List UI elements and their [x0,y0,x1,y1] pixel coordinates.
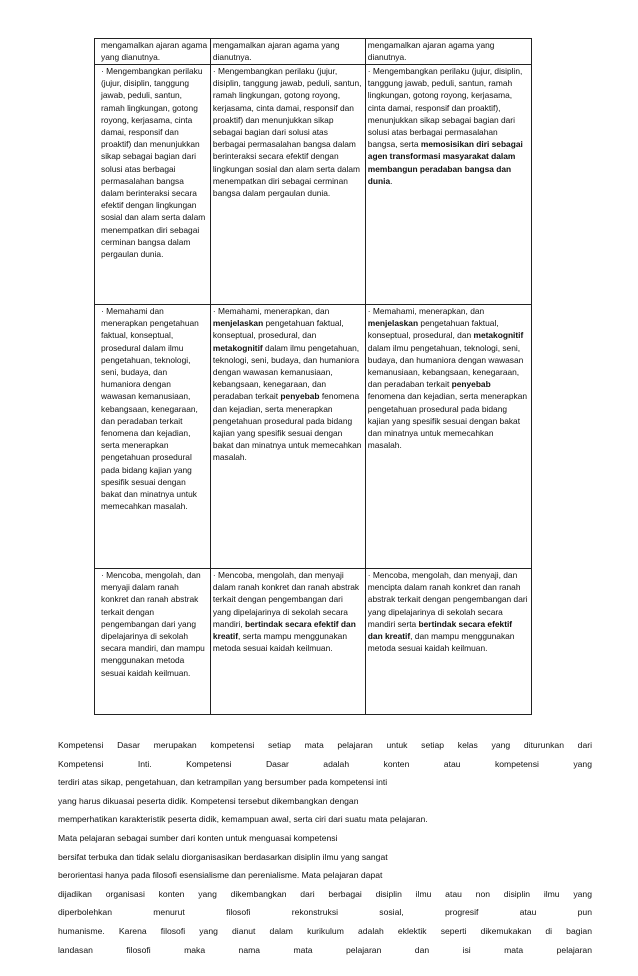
paragraph-line: dijadikan organisasi konten yang dikembangkan dari berbagai disiplin ilmu atau non disiplin ilmu yang [58,888,592,899]
paragraph-line: diperbolehkan menurut filosofi rekonstruksi sosial, progresif atau pun [58,907,592,918]
table-cell: · Mencoba, mengolah, dan menyaji dalam ranah konkret dan ranah abstrak terkait dengan pengembangan dari yang dipelajarinya di sekolah secara mandiri, dan mampu menggunakan metoda sesuai kaidah keilmuan. [95,569,211,715]
table-cell: · Mengembangkan perilaku (jujur, disiplin, tanggung jawab, peduli, santun, ramah lingkungan, gotong royong, kerjasama, cinta damai, responsif dan proaktif), menunjukkan sikap sebagai bagian dari solusi atas berbagai permasalahan bangsa, serta memosisikan diri sebagai agen transformasi masyarakat dalam membangun peradaban bangsa dan dunia. [365,65,531,305]
paragraph-line: bersifat terbuka dan tidak selalu diorganisasikan berdasarkan disiplin ilmu yang sangat [58,851,388,862]
table-row [95,305,532,569]
paragraph-line: landasan filosofi maka nama mata pelajaran dan isi mata pelajaran [58,944,592,955]
table-row [95,65,532,305]
table-cell: mengamalkan ajaran agama yang dianutnya. [210,39,365,65]
paragraph-line: berorientasi hanya pada filosofi esensialisme dan perenialisme. Mata pelajaran dapat [58,870,383,881]
table-cell: · Memahami, menerapkan, dan menjelaskan pengetahuan faktual, konseptual, prosedural, dan metakognitif dalam ilmu pengetahuan, teknologi, seni, budaya, dan humaniora dengan wawasan kemanusiaan, kebangsaan, kenegaraan, dan peradaban terkait penyebab fenomena dan kejadian, serta menerapkan pengetahuan prosedural pada bidang kajian yang spesifik sesuai dengan bakat dan minatnya untuk memecahkan masalah. [365,305,531,569]
table-cell: · Memahami, menerapkan, dan menjelaskan pengetahuan faktual, konseptual, prosedural, dan metakognitif dalam ilmu pengetahuan, teknologi, seni, budaya, dan humaniora dengan wawasan kemanusiaan, kebangsaan, kenegaraan, dan peradaban terkait penyebab fenomena dan kejadian, serta menerapkan pengetahuan prosedural pada bidang kajian yang spesifik sesuai dengan bakat dan minatnya untuk memecahkan masalah. [210,305,365,569]
table-cell: mengamalkan ajaran agama yang dianutnya. [95,39,211,65]
competency-table [94,38,532,715]
paragraph-line: Kompetensi Dasar merupakan kompetensi setiap mata pelajaran untuk setiap kelas yang diturunkan dari [58,740,592,750]
paragraph-line: yang harus dikuasai peserta didik. Kompetensi tersebut dikembangkan dengan [58,795,359,806]
table-cell: · Mencoba, mengolah, dan menyaji dalam ranah konkret dan ranah abstrak terkait dengan pengembangan dari yang dipelajarinya di sekolah secara mandiri, bertindak secara efektif dan kreatif, serta mampu menggunakan metoda sesuai kaidah keilmuan. [210,569,365,715]
table-row [95,39,532,65]
paragraph-line: Kompetensi Inti. Kompetensi Dasar adalah konten atau kompetensi yang [58,758,592,769]
table-row [95,569,532,715]
paragraph-line: humanisme. Karena filosofi yang dianut dalam kurikulum adalah eklektik seperti dikemukakan di bagian [58,925,592,936]
paragraph-line: Mata pelajaran sebagai sumber dari konten untuk menguasai kompetensi [58,832,338,843]
table-cell: · Mengembangkan perilaku (jujur, disiplin, tanggung jawab, peduli, santun, ramah lingkungan, gotong royong, kerjasama, cinta damai, responsif dan proaktif) dan menunjukkan sikap sebagai bagian dari solusi atas berbagai permasalahan bangsa dalam berinteraksi secara efektif dengan lingkungan sosial dan alam serta dalam menempatkan diri sebagai cerminan bangsa dalam pergaulan dunia. [210,65,365,305]
table-cell: · Mencoba, mengolah, dan menyaji, dan mencipta dalam ranah konkret dan ranah abstrak terkait dengan pengembangan dari yang dipelajarinya di sekolah secara mandiri serta bertindak secara efektif dan kreatif, dan mampu menggunakan metoda sesuai kaidah keilmuan. [365,569,531,715]
paragraph-line: terdiri atas sikap, pengetahuan, dan ketrampilan yang bersumber pada kompetensi inti [58,777,388,788]
table-cell: · Memahami dan menerapkan pengetahuan faktual, konseptual, prosedural dalam ilmu pengetahuan, teknologi, seni, budaya, dan humaniora dengan wawasan kemanusiaan, kebangsaan, kenegaraan, dan peradaban terkait fenomena dan kejadian, serta menerapkan pengetahuan prosedural pada bidang kajian yang spesifik sesuai dengan bakat dan minatnya untuk memecahkan masalah. [95,305,211,569]
paragraph-line: memperhatikan karakteristik peserta didik, kemampuan awal, serta ciri dari suatu mata pelajaran. [58,814,428,825]
table-cell: mengamalkan ajaran agama yang dianutnya. [365,39,531,65]
table-cell: · Mengembangkan perilaku (jujur, disiplin, tanggung jawab, peduli, santun, ramah lingkungan, gotong royong, kerjasama, cinta damai, responsif dan proaktif) dan menunjukkan sikap sebagai bagian dari solusi atas berbagai permasalahan bangsa dalam berinteraksi secara efektif dengan lingkungan sosial dan alam serta dalam menempatkan diri sebagai cerminan bangsa dalam pergaulan dunia. [95,65,211,305]
body-paragraph [58,736,592,959]
